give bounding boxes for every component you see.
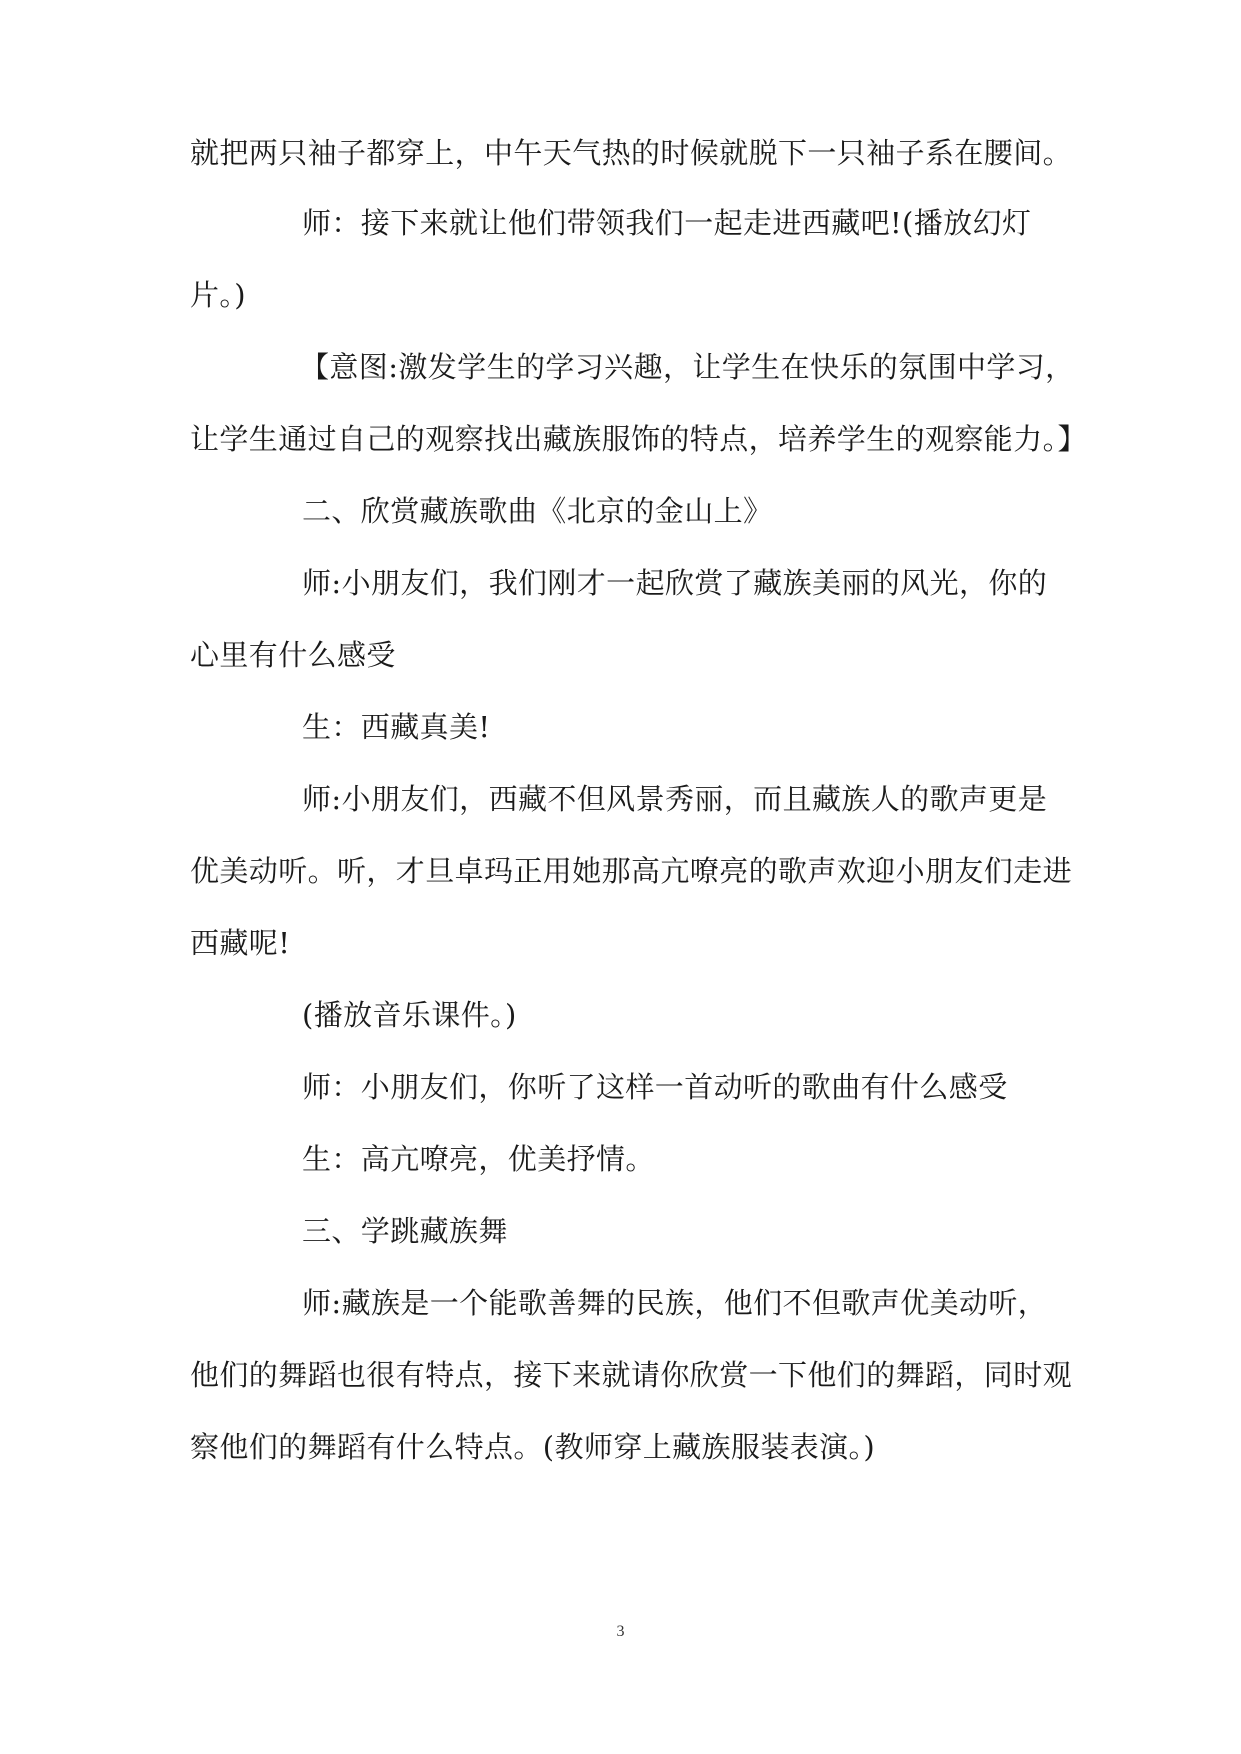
section-heading: 二、欣赏藏族歌曲《北京的金山上》	[302, 494, 773, 528]
text-line: 察他们的舞蹈有什么特点。(教师穿上藏族服装表演。)	[190, 1430, 876, 1464]
text-line: 让学生通过自己的观察找出藏族服饰的特点，培养学生的观察能力。】	[190, 422, 1087, 456]
section-heading: 三、学跳藏族舞	[302, 1214, 508, 1248]
text-line: 【意图:激发学生的学习兴趣，让学生在快乐的氛围中学习，	[300, 350, 1075, 384]
text-line: 西藏呢!	[190, 926, 291, 960]
text-line: 师:小朋友们，西藏不但风景秀丽，而且藏族人的歌声更是	[302, 782, 1048, 816]
text-line: 师:藏族是一个能歌善舞的民族，他们不但歌声优美动听，	[302, 1286, 1048, 1320]
text-line: 生：高亢嘹亮，优美抒情。	[302, 1142, 655, 1176]
text-line: 师:小朋友们，我们刚才一起欣赏了藏族美丽的风光，你的	[302, 566, 1048, 600]
text-line: 师：接下来就让他们带领我们一起走进西藏吧!(播放幻灯	[302, 206, 1032, 240]
text-line: (播放音乐课件。)	[302, 998, 517, 1032]
text-line: 就把两只袖子都穿上，中午天气热的时候就脱下一只袖子系在腰间。	[190, 136, 1073, 170]
text-line: 优美动听。听，才旦卓玛正用她那高亢嘹亮的歌声欢迎小朋友们走进	[190, 854, 1073, 888]
text-line: 生：西藏真美!	[302, 710, 491, 744]
text-line: 他们的舞蹈也很有特点，接下来就请你欣赏一下他们的舞蹈，同时观	[190, 1358, 1073, 1392]
text-line: 片。)	[190, 278, 247, 312]
text-line: 师：小朋友们，你听了这样一首动听的歌曲有什么感受	[302, 1070, 1008, 1104]
page-number: 3	[616, 1623, 625, 1640]
text-line: 心里有什么感受	[190, 638, 396, 672]
